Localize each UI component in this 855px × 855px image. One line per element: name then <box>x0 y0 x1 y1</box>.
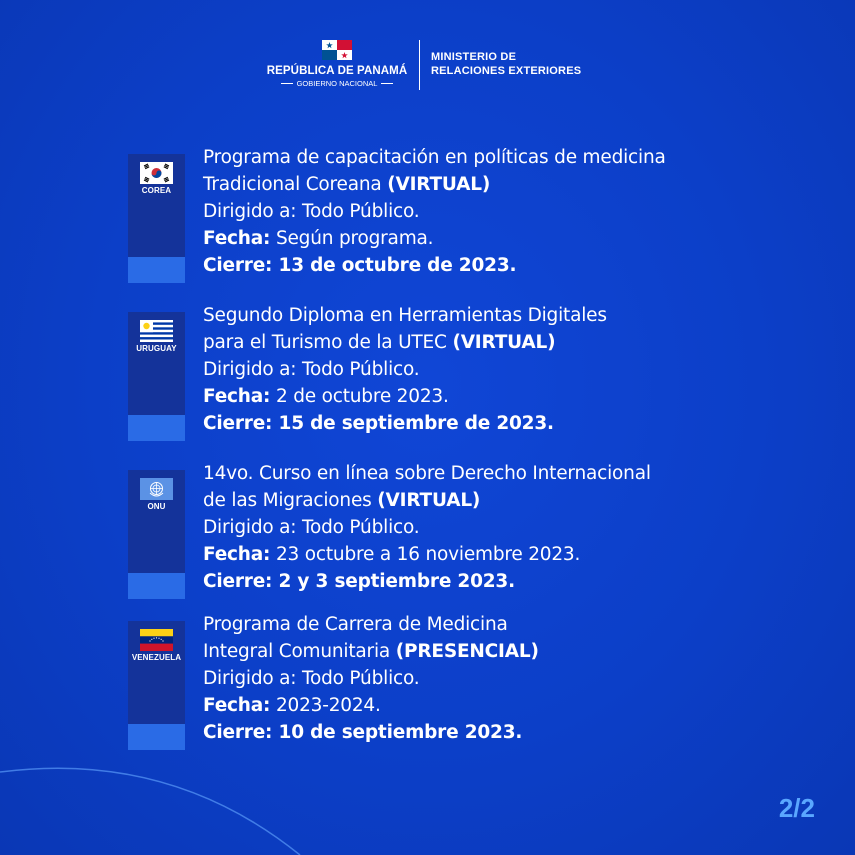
date-row <box>203 692 539 719</box>
tab-accent <box>128 724 185 750</box>
ministry-line-2: RELACIONES EXTERIORES <box>431 65 582 77</box>
header <box>0 38 855 94</box>
un-flag-icon <box>140 478 173 500</box>
tab-accent <box>128 415 185 441</box>
audience: Dirigido a: Todo Público. <box>203 359 420 380</box>
date-value: 2 de octubre 2023. <box>275 386 449 407</box>
close-label: Cierre: <box>203 571 273 592</box>
program-title-line-1: Segundo Diploma en Herramientas Digitales <box>203 305 607 326</box>
close-row <box>203 568 651 595</box>
page-number: 2/2 <box>778 793 815 823</box>
program-title-line-2 <box>203 171 666 198</box>
date-value: 23 octubre a 16 noviembre 2023. <box>275 544 581 565</box>
country-label: COREA <box>141 186 172 195</box>
country-label: VENEZUELA <box>131 653 182 662</box>
date-row <box>203 383 607 410</box>
close-value: 13 de octubre de 2023. <box>278 255 517 276</box>
program-title-line-2 <box>203 487 651 514</box>
ministry-line-1: MINISTERIO DE <box>431 51 517 63</box>
government-subtitle: GOBIERNO NACIONAL <box>296 79 378 88</box>
close-row <box>203 719 539 746</box>
date-value: Según programa. <box>275 228 434 249</box>
program-title-line-1: Programa de Carrera de Medicina <box>203 614 508 635</box>
modality: (VIRTUAL) <box>452 332 556 353</box>
modality: (VIRTUAL) <box>377 490 481 511</box>
program-title-line-1: 14vo. Curso en línea sobre Derecho Internacional <box>203 463 651 484</box>
program-details <box>203 144 666 279</box>
country-tab <box>128 621 185 750</box>
uruguay-flag-icon <box>140 320 173 342</box>
close-label: Cierre: <box>203 413 273 434</box>
program-title-line-1: Programa de capacitación en políticas de medicina <box>203 147 666 168</box>
government-title: REPÚBLICA DE PANAMÁ <box>266 65 408 77</box>
program-details <box>203 302 607 437</box>
date-label: Fecha: <box>203 544 271 565</box>
country-tab <box>128 470 185 599</box>
program-details <box>203 611 539 746</box>
modality: (VIRTUAL) <box>387 174 491 195</box>
program-title: Integral Comunitaria <box>203 641 396 662</box>
date-row <box>203 225 666 252</box>
date-row <box>203 541 651 568</box>
program-entry-onu <box>128 463 768 600</box>
country-label: URUGUAY <box>136 344 177 353</box>
date-value: 2023-2024. <box>275 695 381 716</box>
program-title-line-2 <box>203 638 539 665</box>
tab-accent <box>128 573 185 599</box>
close-label: Cierre: <box>203 722 273 743</box>
program-title: para el Turismo de la UTEC <box>203 332 447 353</box>
date-label: Fecha: <box>203 386 271 407</box>
subtitle-rule-left <box>281 83 293 84</box>
country-label: ONU <box>147 502 166 511</box>
panama-flag-icon <box>322 40 352 60</box>
south-korea-flag-icon <box>140 162 173 184</box>
program-title: Tradicional Coreana <box>203 174 382 195</box>
modality: (PRESENCIAL) <box>395 641 539 662</box>
venezuela-flag-icon <box>140 629 173 651</box>
audience: Dirigido a: Todo Público. <box>203 668 420 689</box>
close-row <box>203 252 666 279</box>
program-entry-uruguay <box>128 305 768 442</box>
close-value: 2 y 3 septiembre 2023. <box>278 571 515 592</box>
audience: Dirigido a: Todo Público. <box>203 517 420 538</box>
program-details <box>203 460 651 595</box>
program-entry-venezuela <box>128 614 768 751</box>
program-title-line-2 <box>203 329 607 356</box>
government-subtitle-row <box>262 79 412 88</box>
date-label: Fecha: <box>203 695 271 716</box>
tab-accent <box>128 257 185 283</box>
close-label: Cierre: <box>203 255 273 276</box>
close-row <box>203 410 607 437</box>
ministry-name <box>431 50 581 78</box>
header-divider <box>419 40 420 90</box>
country-tab <box>128 154 185 283</box>
date-label: Fecha: <box>203 228 271 249</box>
government-logo <box>262 38 412 88</box>
subtitle-rule-right <box>381 83 393 84</box>
country-tab <box>128 312 185 441</box>
program-title: de las Migraciones <box>203 490 372 511</box>
audience: Dirigido a: Todo Público. <box>203 201 420 222</box>
close-value: 15 de septiembre de 2023. <box>278 413 554 434</box>
program-entry-corea <box>128 147 768 284</box>
close-value: 10 de septiembre 2023. <box>278 722 523 743</box>
